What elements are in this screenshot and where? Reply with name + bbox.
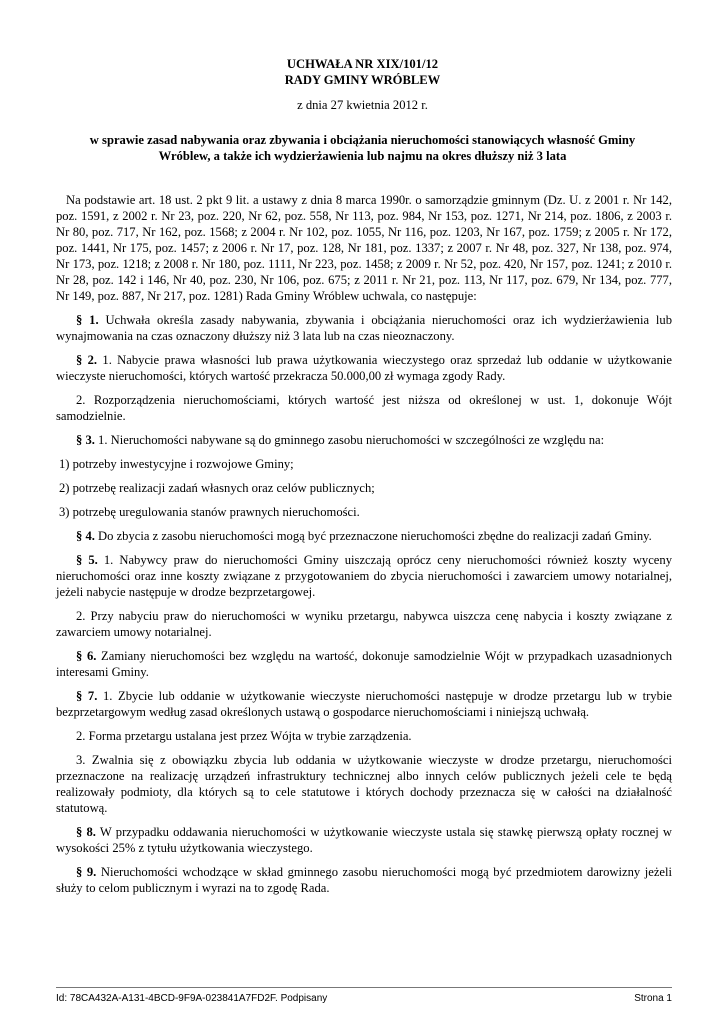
paragraph-text: Uchwała określa zasady nabywania, zbywania i obciążania nieruchomości oraz ich wydzierżawienia lub wynajmowania na czas oznaczony dłuższy niż 3 lata lub na czas nieoznaczony. (56, 313, 672, 343)
paragraph-number: § 7. (76, 689, 98, 703)
paragraph-4 (56, 528, 672, 544)
paragraph-1 (56, 312, 672, 344)
paragraph-5-2: 2. Przy nabyciu praw do nieruchomości w wyniku przetargu, nabywca uiszcza cenę nabycia i koszty związane z zawarciem umowy notarialnej. (56, 609, 672, 639)
paragraph-text: W przypadku oddawania nieruchomości w użytkowanie wieczyste ustala się stawkę pierwszą opłaty rocznej w wysokości 25% z tytułu użytkowania wieczystego. (56, 825, 672, 855)
paragraph-6 (56, 648, 672, 680)
paragraph-7-1 (56, 688, 672, 720)
title-line-1: UCHWAŁA NR XIX/101/12 (286, 57, 439, 71)
paragraph-number: § 5. (76, 553, 98, 567)
paragraph-number: § 9. (76, 865, 97, 879)
paragraph-text: 1. Nieruchomości nabywane są do gminnego zasobu nieruchomości w szczególności ze względu na: (94, 433, 605, 447)
document-date: z dnia 27 kwietnia 2012 r. (297, 98, 428, 112)
paragraph-text: 1. Nabywcy praw do nieruchomości Gminy uiszczają oprócz ceny nieruchomości również koszty wyceny nieruchomości oraz inne koszty związane z przygotowaniem do zbycia nieruchomości i zawarciem umowy notarialnej, jeżeli nabycie następuje w drodze bezprzetargowej. (56, 553, 672, 599)
subject-line-2: Wróblew, a także ich wydzierżawienia lub najmu na okres dłuższy niż 3 lata (158, 149, 567, 163)
list-item: 2) potrzebę realizacji zadań własnych oraz celów publicznych; (59, 481, 375, 495)
title-line-2: RADY GMINY WRÓBLEW (284, 73, 441, 87)
footer-divider (56, 987, 672, 988)
paragraph-2-2: 2. Rozporządzenia nieruchomościami, których wartość jest niższa od określonej w ust. 1, dokonuje Wójt samodzielnie. (56, 393, 672, 423)
paragraph-number: § 6. (76, 649, 97, 663)
paragraph-7-2: 2. Forma przetargu ustalana jest przez Wójta w trybie zarządzenia. (76, 729, 412, 743)
document-subject (56, 132, 669, 164)
paragraph-7-3: 3. Zwalnia się z obowiązku zbycia lub oddania w użytkowanie wieczyste w drodze przetargu, nieruchomości przeznaczone na realizację urządzeń infrastruktury technicznej albo innych celów publicznych jeżeli cele te będą realizowały podmioty, dla których są to cele statutowe i których dochody przeznacza się w całości na działalność statutową. (56, 753, 672, 815)
preamble: Na podstawie art. 18 ust. 2 pkt 9 lit. a ustawy z dnia 8 marca 1990r. o samorządzie gminnym (Dz. U. z 2001 r. Nr 142, poz. 1591, z 2002 r. Nr 23, poz. 220, Nr 62, poz. 558, Nr 113, poz. 984, Nr 153, poz. 1271, Nr 214, poz. 1806, z 2003 r. Nr 80, poz. 717, Nr 162, poz. 1568; z 2004 r. Nr 102, poz. 1055, Nr 116, poz. 1203, Nr 167, poz. 1759; z 2005 r. Nr 172, poz. 1441, Nr 175, poz. 1457; z 2006 r. Nr 17, poz. 128, Nr 181, poz. 1337; z 2007 r. Nr 48, poz. 327, Nr 138, poz. 974, Nr 173, poz. 1218; z 2008 r. Nr 180, poz. 1111, Nr 223, poz. 1458; z 2009 r. Nr 52, poz. 420, Nr 157, poz. 1241; z 2010 r. Nr 28, poz. 142 i 146, Nr 40, poz. 230, Nr 106, poz. 675; z 2011 r. Nr 21, poz. 113, Nr 117, poz. 679, Nr 134, poz. 777, Nr 149, poz. 887, Nr 217, poz. 1281) Rada Gminy Wróblew uchwala, co następuje: (56, 193, 672, 303)
paragraph-number: § 4. (76, 529, 95, 543)
paragraph-3 (56, 432, 672, 448)
paragraph-text: Zamiany nieruchomości bez względu na wartość, dokonuje samodzielnie Wójt w przypadkach uzasadnionych interesami Gminy. (56, 649, 673, 679)
paragraph-text: 1. Nabycie prawa własności lub prawa użytkowania wieczystego oraz sprzedaż lub oddanie w użytkowanie wieczyste nieruchomości, których wartość przekracza 50.000,00 zł wymaga zgody Rady. (56, 353, 673, 383)
document-body (56, 192, 672, 904)
list-item: 3) potrzebę uregulowania stanów prawnych nieruchomości. (59, 505, 360, 519)
paragraph-number: § 1. (76, 313, 99, 327)
paragraph-text: Do zbycia z zasobu nieruchomości mogą być przeznaczone nieruchomości zbędne do realizacji zadań Gminy. (94, 529, 652, 543)
paragraph-text: Nieruchomości wchodzące w skład gminnego zasobu nieruchomości mogą być przedmiotem darowizny jeżeli służy to celom publicznym i wyrazi na to zgodę Rada. (56, 865, 672, 895)
paragraph-number: § 2. (76, 353, 98, 367)
paragraph-8 (56, 824, 672, 856)
paragraph-number: § 8. (76, 825, 96, 839)
document-title (56, 56, 669, 88)
paragraph-9 (56, 864, 672, 896)
list-item: 1) potrzeby inwestycyjne i rozwojowe Gminy; (59, 457, 294, 471)
subject-line-1: w sprawie zasad nabywania oraz zbywania i obciążania nieruchomości stanowiących własność Gminy (89, 133, 636, 147)
paragraph-text: 1. Zbycie lub oddanie w użytkowanie wieczyste nieruchomości następuje w drodze przetargu lub w trybie bezprzetargowym według zasad określonych ustawą o gospodarce nieruchomościami i niniejszą uchwałą. (56, 689, 672, 719)
paragraph-5-1 (56, 552, 672, 600)
paragraph-2-1 (56, 352, 672, 384)
footer-document-id: Id: 78CA432A-A131-4BCD-9F9A-023841A7FD2F. Podpisany (56, 993, 328, 1004)
footer-page-number: Strona 1 (634, 993, 672, 1004)
paragraph-number: § 3. (76, 433, 95, 447)
